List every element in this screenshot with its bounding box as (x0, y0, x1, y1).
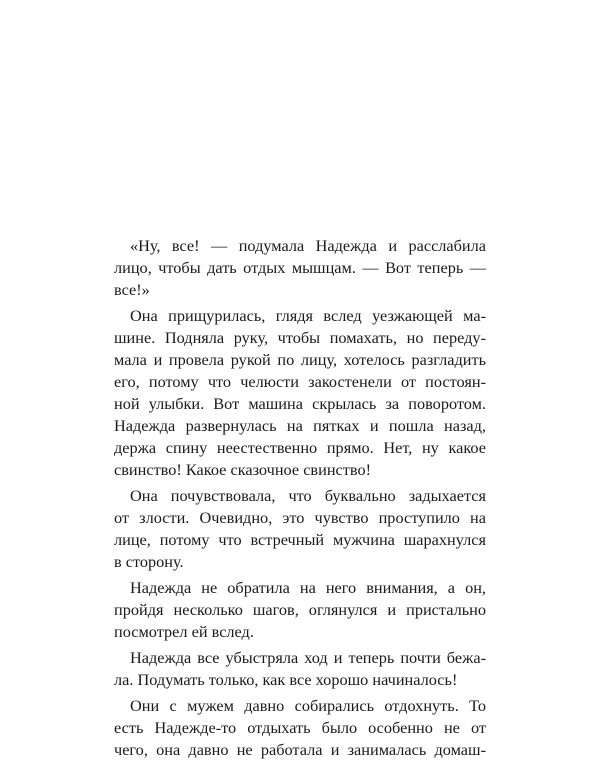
text-line: свинство! Какое сказочное свинство! (114, 460, 372, 479)
text-line: держа спину неестественно прямо. Нет, ну какое (114, 438, 486, 457)
body-text (114, 235, 486, 761)
text-line: Она почувствовала, что буквально задыхается (130, 486, 486, 505)
text-line: его, потому что челюсти закостенели от постоян- (114, 372, 486, 391)
paragraph (114, 695, 486, 761)
text-line: от злости. Очевидно, это чувство проступило на (114, 508, 486, 527)
text-line: Они с мужем давно собирались отдохнуть. То (130, 696, 486, 715)
text-line: Она прищурилась, глядя вслед уезжающей ма- (130, 306, 486, 325)
paragraph (114, 577, 486, 643)
text-line: все!» (114, 280, 150, 299)
paragraph (114, 235, 486, 301)
text-line: «Ну, все! — подумала Надежда и расслабила (130, 236, 486, 255)
text-line: Надежда развернулась на пятках и пошла назад, (114, 416, 486, 435)
text-line: посмотрел ей вслед. (114, 622, 254, 641)
text-line: мала и провела рукой по лицу, хотелось разгладить (114, 350, 486, 369)
paragraph (114, 485, 486, 573)
text-line: есть Надежде-то отдыхать было особенно не от (114, 718, 486, 737)
text-line: лице, потому что встречный мужчина шарахнулся (114, 530, 486, 549)
text-line: ной улыбки. Вот машина скрылась за поворотом. (114, 394, 486, 413)
text-line: шине. Подняла руку, чтобы помахать, но переду- (114, 328, 486, 347)
text-line: Надежда не обратила на него внимания, а он, (130, 578, 486, 597)
text-line: ла. Подумать только, как все хорошо начиналось! (114, 670, 458, 689)
text-line: чего, она давно не работала и занималась домаш- (114, 740, 486, 759)
text-line: Надежда все убыстряла ход и теперь почти бежа- (130, 648, 486, 667)
paragraph (114, 647, 486, 691)
text-line: пройдя несколько шагов, оглянулся и пристально (114, 600, 486, 619)
text-line: лицо, чтобы дать отдых мышцам. — Вот теперь — (114, 258, 486, 277)
text-line: в сторону. (114, 552, 184, 571)
paragraph (114, 305, 486, 481)
